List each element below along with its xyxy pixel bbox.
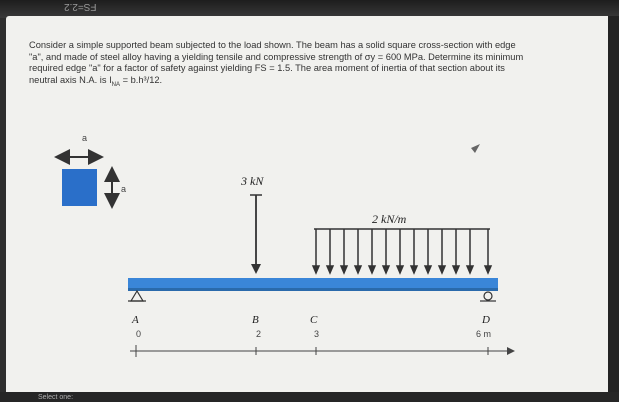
point-load-label: 3 kN	[241, 174, 264, 188]
bottom-strip	[0, 392, 619, 402]
label-c: C	[310, 314, 318, 326]
x-axis	[130, 345, 515, 357]
ghost-text: Select one:	[38, 394, 74, 401]
problem-line-4-subscript: NA	[111, 81, 121, 88]
distributed-load	[313, 212, 491, 273]
distributed-load-arrows	[313, 229, 491, 273]
cursor-icon	[471, 144, 480, 153]
problem-line-1: Consider a simple supported beam subjected to the load shown. The beam has a solid square cross-section with edge	[29, 40, 516, 50]
coord-c: 3	[314, 329, 320, 339]
coord-d: 6 m	[476, 329, 492, 339]
coordinate-labels	[136, 329, 491, 339]
point-labels	[131, 314, 490, 326]
problem-line-3: required edge "a" for a factor of safety against yielding FS = 1.5. The area moment of inertia of that section about its	[29, 63, 505, 73]
pin-support-a	[128, 291, 146, 301]
label-a: A	[132, 314, 139, 326]
point-load-arrowhead	[251, 264, 261, 274]
label-d: D	[482, 314, 490, 326]
beam-shadow	[128, 288, 498, 291]
coord-a: 0	[136, 329, 142, 339]
cross-section	[58, 133, 126, 206]
problem-line-4-formula: = b.h³/12.	[120, 74, 163, 85]
right-edge	[608, 16, 619, 402]
square-section	[62, 169, 97, 206]
problem-line-4: neutral axis N.A. is I	[29, 74, 112, 85]
roller-support-d	[480, 292, 496, 301]
fs-label: FS=2.2	[64, 1, 97, 12]
height-label: a	[121, 184, 127, 194]
point-load	[240, 174, 264, 274]
width-label: a	[82, 133, 88, 143]
problem-line-2: "a", and made of steel alloy having a yielding tensile and compressive strength of σy = 600 MPa. Determine its minimum	[29, 51, 524, 62]
distributed-load-label: 2 kN/m	[372, 212, 407, 226]
label-b: B	[252, 314, 259, 326]
coord-b: 2	[256, 329, 262, 339]
